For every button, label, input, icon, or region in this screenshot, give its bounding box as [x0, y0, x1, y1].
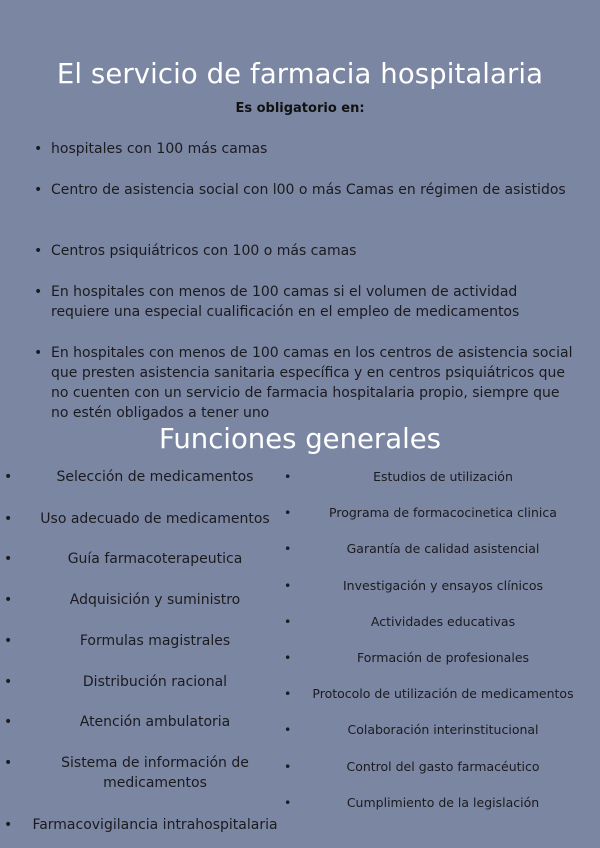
bullet-icon: • — [284, 722, 292, 737]
function-text: Farmacovigilancia intrahospitalaria — [32, 817, 278, 833]
function-item — [284, 684, 590, 704]
bullet-icon: • — [4, 511, 13, 527]
requirement-text: hospitales con 100 más camas — [51, 141, 268, 157]
bullet-icon: • — [34, 345, 43, 361]
requirement-text: En hospitales con menos de 100 camas en los centros de asistencia social que presten asistencia sanitaria específica y en centros psiquiátricos que no cuenten con un servicio de farmacia hospitalaria propio, siempre que no estén obligados a tener uno — [51, 345, 573, 421]
function-text: Actividades educativas — [370, 614, 516, 629]
bullet-icon: • — [284, 759, 292, 774]
requirement-item — [34, 139, 574, 159]
function-item — [4, 753, 294, 793]
function-text: Selección de medicamentos — [56, 469, 254, 485]
function-text: Atención ambulatoria — [79, 714, 231, 730]
bullet-icon: • — [284, 541, 292, 556]
function-item — [284, 720, 590, 740]
function-item — [4, 815, 294, 835]
bullet-icon: • — [284, 578, 292, 593]
bullet-icon: • — [4, 714, 13, 730]
function-text: Control del gasto farmacéutico — [346, 759, 540, 774]
function-item — [284, 503, 590, 523]
function-text: Estudios de utilización — [373, 469, 513, 484]
requirement-text: Centros psiquiátricos con 100 o más camas — [51, 243, 357, 259]
function-text: Adquisición y suministro — [69, 592, 241, 608]
function-text: Investigación y ensayos clínicos — [343, 578, 543, 593]
bullet-icon: • — [284, 614, 292, 629]
function-item — [284, 539, 590, 559]
function-text: Guía farmacoterapeutica — [67, 551, 243, 567]
bullet-icon: • — [34, 284, 43, 300]
requirement-item — [34, 343, 574, 423]
bullet-icon: • — [284, 469, 292, 484]
function-text: Formación de profesionales — [356, 650, 530, 665]
requirement-item — [34, 241, 574, 261]
function-item — [4, 549, 294, 569]
bullet-icon: • — [284, 686, 292, 701]
function-text: Uso adecuado de medicamentos — [40, 511, 270, 527]
bullet-icon: • — [284, 650, 292, 665]
requirement-item — [34, 180, 574, 200]
function-text: Distribución racional — [82, 674, 228, 690]
bullet-icon: • — [284, 795, 292, 810]
functions-section-title: Funciones generales — [159, 423, 441, 455]
requirement-text: En hospitales con menos de 100 camas si el volumen de actividad requiere una especial cualificación en el empleo de medicamentos — [51, 284, 520, 320]
page-title: El servicio de farmacia hospitalaria — [56, 58, 544, 90]
function-item — [284, 757, 590, 777]
function-item — [284, 612, 590, 632]
function-text: Garantía de calidad asistencial — [346, 541, 540, 556]
function-item — [4, 712, 294, 732]
function-text: Cumplimiento de la legislación — [346, 795, 540, 810]
bullet-icon: • — [34, 141, 43, 157]
function-text: Formulas magistrales — [79, 633, 231, 649]
function-item — [284, 576, 590, 596]
requirement-text: Centro de asistencia social con l00 o más Camas en régimen de asistidos — [51, 182, 566, 198]
function-text: Colaboración interinstitucional — [347, 722, 539, 737]
bullet-icon: • — [34, 182, 43, 198]
function-item — [284, 793, 590, 813]
bullet-icon: • — [34, 243, 43, 259]
requirement-item — [34, 282, 574, 322]
bullet-icon: • — [4, 674, 13, 690]
bullet-icon: • — [4, 817, 13, 833]
bullet-icon: • — [4, 551, 13, 567]
function-item — [4, 509, 294, 529]
function-item — [4, 631, 294, 651]
function-item — [284, 467, 590, 487]
bullet-icon: • — [284, 505, 292, 520]
function-text: Programa de formacocinetica clinica — [329, 505, 557, 520]
function-text: Protocolo de utilización de medicamentos — [312, 686, 574, 701]
function-item — [4, 467, 294, 487]
function-text: Sistema de información de medicamentos — [61, 755, 249, 791]
requirements-subtitle: Es obligatorio en: — [235, 101, 365, 116]
bullet-icon: • — [4, 633, 13, 649]
function-item — [4, 672, 294, 692]
function-item — [284, 648, 590, 668]
function-item — [4, 590, 294, 610]
bullet-icon: • — [4, 755, 13, 771]
bullet-icon: • — [4, 469, 13, 485]
bullet-icon: • — [4, 592, 13, 608]
